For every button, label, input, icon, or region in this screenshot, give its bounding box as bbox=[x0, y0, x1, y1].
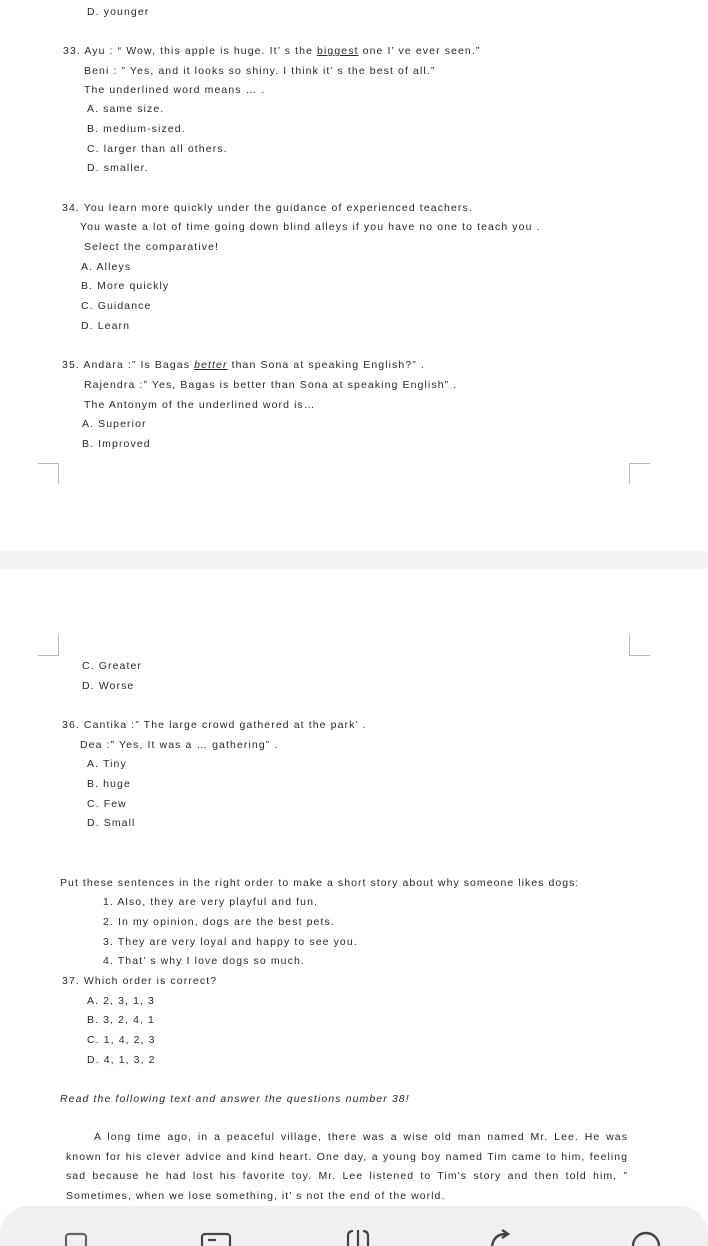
square-icon[interactable] bbox=[64, 1232, 90, 1246]
q33-option-b: B. medium-sized. bbox=[87, 123, 186, 135]
sentence-1: 1. Also, they are very playful and fun. bbox=[103, 896, 319, 908]
q33-underlined-word: biggest bbox=[317, 45, 359, 57]
reading-instruction: Read the following text and answer the questions number 38! bbox=[60, 1093, 410, 1105]
q37-option-c: C. 1, 4, 2, 3 bbox=[87, 1034, 156, 1046]
q35-option-c: C. Greater bbox=[82, 660, 143, 672]
brackets-icon[interactable] bbox=[338, 1228, 378, 1246]
undo-icon[interactable] bbox=[484, 1228, 520, 1246]
crop-mark-bottom-left bbox=[38, 635, 59, 656]
q35-underlined-word: better bbox=[194, 359, 228, 371]
sentence-4: 4. That’ s why I love dogs so much. bbox=[103, 955, 305, 967]
q37-question: 37. Which order is correct? bbox=[62, 975, 218, 987]
sentence-3: 3. They are very loyal and happy to see you. bbox=[103, 936, 358, 948]
q34-option-c: C. Guidance bbox=[81, 300, 152, 312]
q34-line-1: 34. You learn more quickly under the guidance of experienced teachers. bbox=[62, 202, 473, 214]
crop-mark-top-right bbox=[629, 463, 650, 484]
q36-dialogue-line-2: Dea :” Yes, It was a … gathering” . bbox=[80, 739, 279, 751]
q34-line-2: You waste a lot of time going down blind alleys if you have no one to teach you . bbox=[80, 221, 541, 233]
q37-option-d: D. 4, 1, 3, 2 bbox=[87, 1054, 156, 1066]
search-icon[interactable] bbox=[628, 1228, 664, 1246]
q35-dialogue-line-2: Rajendra :” Yes, Bagas is better than Sona at speaking English” . bbox=[84, 379, 458, 391]
crop-mark-bottom-right bbox=[629, 635, 650, 656]
q33-option-c: C. larger than all others. bbox=[87, 143, 228, 155]
sentence-2: 2. In my opinion, dogs are the best pets. bbox=[103, 916, 335, 928]
q37-option-a: A. 2, 3, 1, 3 bbox=[87, 995, 155, 1007]
q34-option-d: D. Learn bbox=[81, 320, 131, 332]
q36-option-d: D. Small bbox=[87, 817, 136, 829]
q33-dialogue-line-1: 33. Ayu : “ Wow, this apple is huge. It’ s the biggest one I’ ve ever seen.” bbox=[63, 45, 481, 57]
q35-option-b: B. Improved bbox=[82, 438, 151, 450]
page-break bbox=[0, 551, 708, 569]
q32-option-d: D. younger bbox=[87, 6, 150, 18]
q33-option-d: D. smaller. bbox=[87, 162, 149, 174]
crop-mark-top-left bbox=[38, 463, 59, 484]
q35-option-a: A. Superior bbox=[82, 418, 147, 430]
q35-prompt: The Antonym of the underlined word is… bbox=[84, 399, 316, 411]
q33-dialogue-line-2: Beni : ” Yes, and it looks so shiny. I think it’ s the best of all.” bbox=[84, 65, 436, 77]
q34-option-b: B. More quickly bbox=[81, 280, 170, 292]
q33-option-a: A. same size. bbox=[87, 103, 165, 115]
q37-option-b: B. 3, 2, 4, 1 bbox=[87, 1014, 155, 1026]
q33-prompt: The underlined word means … . bbox=[84, 84, 266, 96]
q36-option-a: A. Tiny bbox=[87, 758, 127, 770]
q36-dialogue-line-1: 36. Cantika :” The large crowd gathered at the park’ . bbox=[62, 719, 367, 731]
q34-option-a: A. Alleys bbox=[81, 261, 132, 273]
reading-passage: A long time ago, in a peaceful village, there was a wise old man named Mr. Lee. He was known for his clever advice and kind heart. One day, a young boy named Tim came to him, feeling sad because he had lost his favorite toy. Mr. Lee listened to Tim's story and then told him, ” Sometimes, when we lose something, it’ s not the end of the world. bbox=[66, 1131, 628, 1202]
ordering-instruction: Put these sentences in the right order to make a short story about why someone likes dogs: bbox=[60, 877, 580, 889]
q36-option-b: B. huge bbox=[87, 778, 131, 790]
q35-dialogue-line-1: 35. Andara :” Is Bagas better than Sona at speaking English?” . bbox=[62, 359, 425, 371]
bottom-toolbar bbox=[0, 1206, 708, 1246]
q35-option-d: D. Worse bbox=[82, 680, 135, 692]
q34-prompt: Select the comparative! bbox=[84, 241, 220, 253]
document-icon[interactable] bbox=[200, 1232, 232, 1246]
q36-option-c: C. Few bbox=[87, 798, 127, 810]
